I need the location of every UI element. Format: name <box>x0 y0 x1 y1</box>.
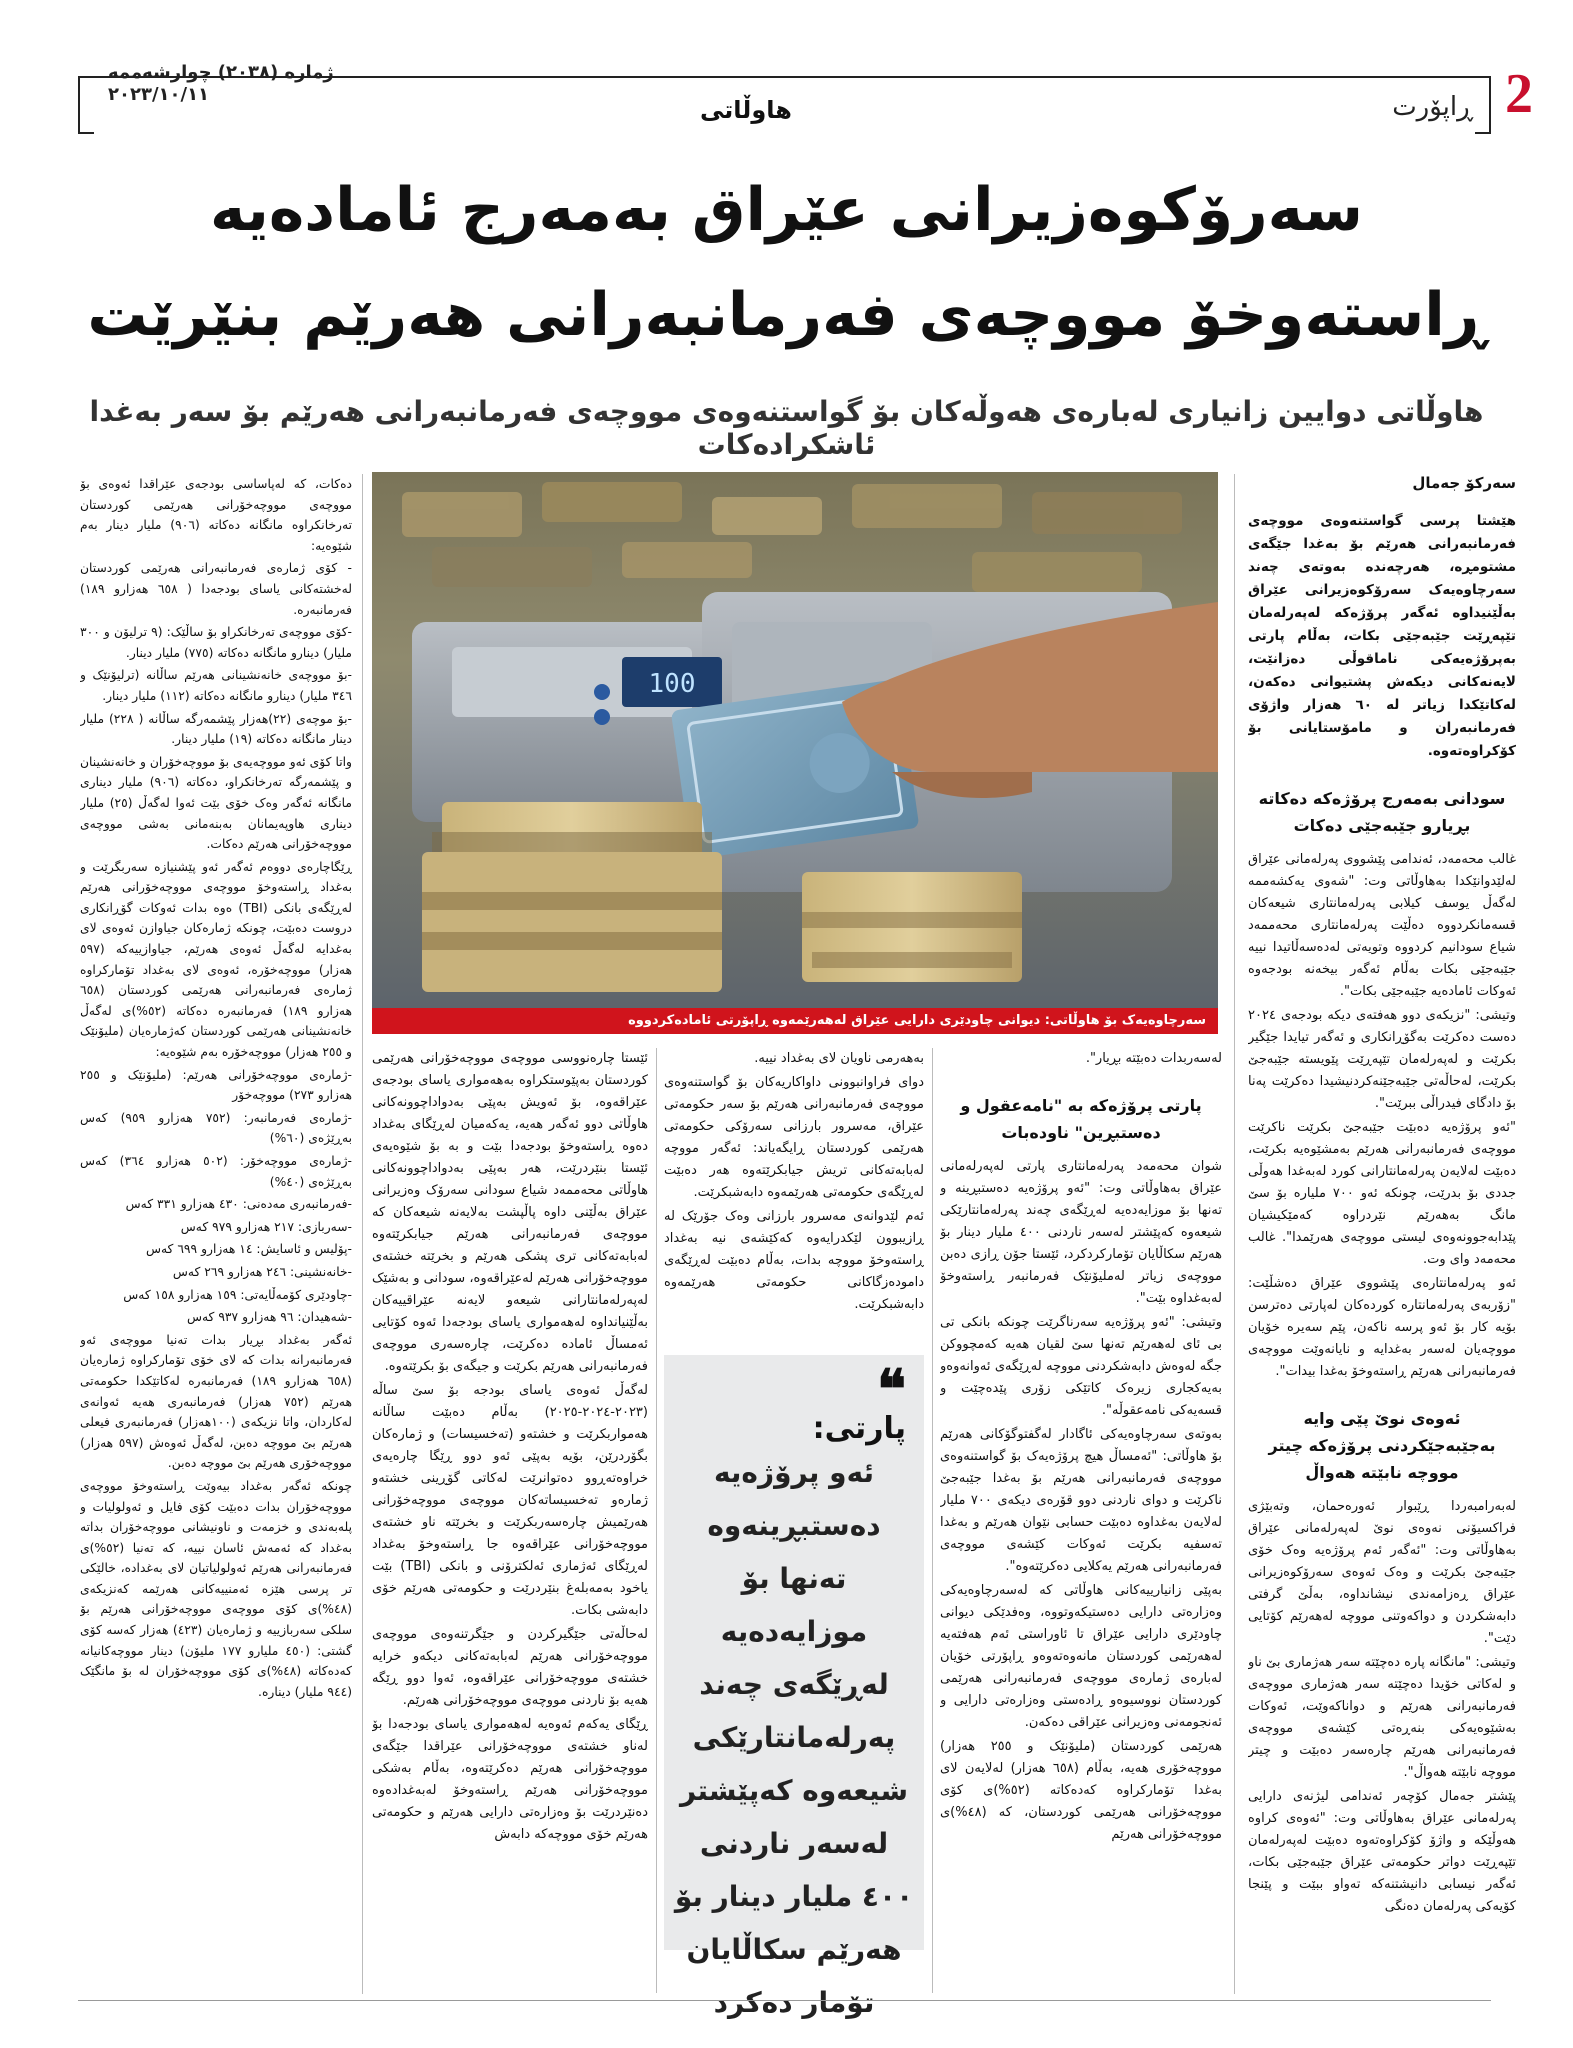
column-divider <box>362 474 363 1994</box>
stat-line: -فەرمانبەری مەدەنی: ٤٣٠ هەزارو ٣٣١ کەس <box>125 1197 352 1212</box>
article-paragraph: لەسەربدات دەبێتە بڕیار". <box>1085 1051 1222 1066</box>
article-paragraph: لەگەڵ ئەوەی یاسای بودجە بۆ سێ ساڵە (٢٠٢٣-٢٠٢٤-٢٠٢٥) بەڵام دەبێت ساڵانە هەمواربکرێت و خشتەو (تەخسیسات) و ژمارەکان بگۆردرێن، بۆیە بەپێی ئەو دوو ڕێگا چارەیەی خراوەتەڕوو دەتوانرێت لەکاتی گۆڕینی خشتەو ژمارەو تەخسیساتەکان مووچەی مووچەخۆرانی هەرێمیش چارەسەربکرێت و بخرێتە ناو خشتەی مووچەخۆرانی عێراقەوە جا ڕاستەوخۆ بەغداد لەڕێگای ئەژماری ئەلکترۆنی و بانکی (TBI) بێت یاخود بەمەبلەغ بنێردرێت و حکومەتی هەرێم خۆی دابەشی بکات. <box>372 1383 648 1618</box>
pull-quote-label: پارتی: <box>812 1411 906 1446</box>
headline-line-1: سەرۆکوەزیرانی عێراق بەمەرج ئامادەیە <box>209 175 1364 245</box>
column-1 <box>1248 474 1516 1994</box>
article-paragraph: وتیشی: "مانگانە پارە دەچێتە سەر هەژماری بێ ناو و لەکاتی خۆیدا دەچێتە سەر هەژماری مووچەی فەرمانبەرانی هەرێم و دواناکەوێت، ئەوکات بەشێوەیەکی بنەڕەتی کێشەی مووچەی فەرمانبەرانی هەرێم چارەسەر دەبێت و چیتر مووچە نابێتە هەواڵ". <box>1248 1655 1516 1780</box>
article-paragraph: چونکە ئەگەر بەغداد بیەوێت ڕاستەوخۆ مووچەی مووچەخۆران بدات دەبێت کۆی فایل و ئەولولیات و پلەبەندی و خزمەت و ناونیشانی مووچەخۆران بداتە بەغداد کە ئەمەش ئاسان نییە، کە تەنیا (٥٢%)ی فەرمانبەرانی هەرێم ئەولولیاتیان لای بەغدادە، خالێکی تر پرسی هێزە ئەمنییەکانی هەرێمە کەنزیکەی (٤٨%)ی کۆی مووچەی مووچەخۆرانی هەرێم بۆ سلکی سەربازییە و ژمارەیان (٤٢٣) هەزار کەسە کۆی گشتی: (٤٥٠ ملیارو ١٧٧ ملیۆن) دینار مووچەکانیانە کەدەکاتە (٤٨%)ی کۆی مووچەخۆران لە بۆ مانگێک (٩٤٤ ملیار) دینارە. <box>80 1478 352 1699</box>
stat-line: -ژمارەی مووچەخۆر: (٥٠٢ هەزارو ٣٦٤) کەس بەڕێژەی (٤٠%) <box>80 1154 352 1189</box>
money-counter-photo <box>372 472 1218 1008</box>
article-paragraph: ڕێگاچارەی دووەم ئەگەر ئەو پێشنیازە سەربگرێت و بەغداد ڕاستەوخۆ مووچەی مووچەخۆرانی هەرێم لەڕێگەی بانکی (TBI) ەوە بدات ئەوکات گۆڕانکاری دروست دەبێت، چونکە ژمارەکان جیاوازن ئەوەی لای بەغدایە لەگەڵ ئەوەی هەرێم، جیاوازییەکە (٥٩٧ هەزار) مووچەخۆرە، ئەوەی لای بەغداد تۆمارکراوە ژمارەی فەرمانبەرانی هەرێمی کوردستان (٦٥٨ هەزارو ١٨٩) فەرمانبەرە دەکاتە (٥٢%)ی لەگەڵ خانەنشینانی هەرێمی کوردستان کەژمارەیان (ملیۆنێک و ٢٥٥ هەزار) مووچەخۆرە بەم شێوەیە: <box>80 859 352 1060</box>
stat-line: -خانەنشینی: ٢٤٦ هەزارو ٢٦٩ کەس <box>172 1264 352 1279</box>
article-paragraph: وتیشی: "ئەو پرۆژەیە سەرناگرێت چونکە بانکی تی بی ئای لەهەرێم تەنها سێ لقیان هەیە کەمچووکن جگە لەوەش دابەشکردنی مووچە لەڕێگەی ئەوانەوەو بەیەکجاری زیرەک کاتێکی زۆری پێدەچێت و قسەیەکی نامەعقوڵە". <box>940 1315 1222 1418</box>
money-counter-illustration <box>372 472 1218 1008</box>
stat-line: -سەربازی: ٢١٧ هەزارو ٩٧٩ کەس <box>180 1219 352 1234</box>
article-paragraph: -کۆی مووچەی تەرخانکراو بۆ ساڵێک: (٩ ترلیۆن و ٣٠٠ ملیار) دینارو مانگانە دەکاتە (٧٧٥) ملیار دینار. <box>80 625 352 660</box>
quote-mark-icon: ❝ <box>876 1360 906 1420</box>
column-4 <box>372 1048 648 1993</box>
article-paragraph: واتا کۆی ئەو مووچەیەی بۆ مووچەخۆران و خانەنشینان و پێشمەرگە تەرخانکراو، دەکاتە (٩٠٦) ملیار دیناری مانگانە ئەگەر وەک خۆی بێت ئەوا لەگەڵ (٢٥) ملیار دیناری هاوپەیمانان بەبنەمانی بەشی مووچەی مووچەخۆرانی هەرێم دەکات. <box>80 754 352 852</box>
section-subtitle: سودانی بەمەرج پرۆژەکە دەکاتە بڕیارو جێبەجێی دەکات <box>1258 789 1506 835</box>
article-paragraph: دوای فراوانبوونی داواکاریەکان بۆ گواستنەوەی مووچەی فەرمانبەرانی هەرێم بۆ سەر حکومەتی عێراق، مەسرور بارزانی سەرۆکی حکومەتی هەرێمی کوردستان ڕایگەیاند: ئەگەر مووچە لەبابەتەکانی تریش جیابکرێتەوە هەر دەبێت لەڕێگەی حکومەتی هەرێمەوە دابەشبکرێت. <box>664 1075 924 1200</box>
article-paragraph: شوان محەمەد پەرلەمانتاری پارتی لەپەرلەمانی عێراق بەهاوڵاتی وت: "ئەو پرۆژەیە دەستبڕینە و تەنها بۆ موزایەدەیە لەڕێگەی چەند پەرلەمانتارێکی شیعەوە کەپێشتر لەسەر ناردنی ٤٠٠ ملیار دینار بۆ هەرێم سکاڵایان تۆمارکردکرد، ئێستا جۆن ڕازی دەبن مووچەی زیاتر لەملیۆنێک فەرمانبەر ڕاستەوخۆ لەبەغداوە بێت". <box>940 1159 1222 1306</box>
stat-line: -پۆلیس و ئاسایش: ١٤ هەزارو ٦٩٩ کەس <box>145 1242 352 1257</box>
article-paragraph: -بۆ مووچەی خانەنشینانی هەرێم ساڵانە (ترلیۆنێک و ٣٤٦ ملیار) دینارو مانگانە دەکاتە (١١٢) ملیار دینار. <box>80 668 352 703</box>
article-paragraph: - کۆی ژمارەی فەرمانبەرانی هەرێمی کوردستان لەخشتەکانی یاسای بودجەدا ( ٦٥٨ هەزارو ١٨٩) فەرمانبەرە. <box>80 561 352 617</box>
article-paragraph: ئەم لێدوانەی مەسرور بارزانی وەک جۆرێک لە ڕازیبوون لێکدرایەوە کەکێشەی نیە بەغداد ڕاستەوخۆ مووچە بدات، بەڵام دەبێت لەڕێگەی دامودەزگاکانی حکومەتی هەرێمەوە دابەشبکرێت. <box>664 1209 924 1312</box>
article-paragraph: -بۆ موچەی (٢٢)هەزار پێشمەرگە ساڵانە ( ٢٢٨) ملیار دینار مانگانە دەکاتە (١٩) ملیار دینار. <box>80 711 352 747</box>
footer-rule <box>78 2000 1491 2001</box>
header-bracket-left <box>78 76 94 134</box>
column-divider <box>656 1048 657 1993</box>
stat-line: -ژمارەی فەرمانبەر: (٧٥٢ هەزارو ٩٥٩) کەس بەڕێژەی (٦٠%) <box>80 1110 352 1146</box>
pull-quote-box <box>664 1355 924 2019</box>
column-3 <box>664 1048 924 1348</box>
column-divider <box>1234 474 1235 1994</box>
article-paragraph: لەبەرامبەردا ڕێبوار ئەورەحمان، وتەبێژی فراکسیۆنی نەوەی نوێ لەپەرلەمانی عێراق بەهاوڵاتی وت: "ئەگەر ئەم پرۆژەیە وەک خۆی جێبەجێ بکرێت و وەک ئەوەی سەرۆکوەزیرانی عێراق ڕەزامەندی نیشانداوە، بەڵێ گرفتی دابەشکردن و دواکەوتنی مووچە لەهەرێم کۆتایی دێت". <box>1248 1499 1516 1646</box>
stat-line: -ژمارەی مووچەخۆرانی هەرێم: (ملیۆنێک و ٢٥٥ هەزارو ٢٧٣) مووچەخۆر <box>80 1067 352 1103</box>
pull-quote-text: ئەو پرۆژەیە دەستبڕینەوە تەنها بۆ موزایەدەیە لەڕێگەی چەند پەرلەمانتارێکی شیعەوە کەپێشتر لەسەر ناردنی ٤٠٠ ملیار دینار بۆ هەرێم سکاڵایان تۆمار دەکرد <box>674 1456 914 2019</box>
lead-paragraph: هێشتا پرسی گواستنەوەی مووچەی فەرمانبەرانی هەرێم بۆ بەغدا جێگەی مشتومڕە، هەرچەندە بەوتەی چەند سەرچاوەیەک سەرۆکوەزیرانی عێراق بەڵێنیداوە ئەگەر پرۆژەکە لەپەرلەمان تێپەڕێت جێبەجێی بکات، بەڵام پارتی بەپرۆژەیەکی ناماقوڵی دەزانێت، لایەنەکانی دیکەش پشتیوانی دەکەن، لەکاتێکدا زیاتر لە ٦٠ هەزار واژۆی فەرمانبەران و مامۆستایانی بۆ کۆکراوەتەوە. <box>1248 513 1516 759</box>
issue-date: ٢٠٢٣/١٠/١١ <box>108 84 210 105</box>
stat-line: -چاودێری کۆمەڵایەتی: ١٥٩ هەزارو ١٥٨ کەس <box>123 1287 352 1302</box>
article-paragraph: پێشتر جەمال کۆچەر ئەندامی لیژنەی دارایی پەرلەمانی عێراق بەهاوڵاتی وت: "ئەوەی کراوە هەوڵێکە و واژۆ کۆکراوەتەوە دەبێت لەپەرلەمان تێپەڕێت دواتر حکومەتی عێراق جێبەجێی بکات، ئەگەر نیسابی دانیشتنەکە تەواو ببێت و پێنجا کۆیەکی پەرلەمان دەنگی <box>1248 1789 1516 1914</box>
article-paragraph: غالب محەمەد، ئەندامی پێشووی پەرلەمانی عێراق لەلێدوانێکدا بەهاوڵاتی وت: "شەوی یەکشەممە لەگەڵ یوسف کیلابی پەرلەمانتاری شیعەکان قسەمانکردووە دەڵێت پەرلەمانتاری محەممەد شیاع سودانیم کردووە وتویەتی لەدەسەڵاتیدا نییە جێبەجێی بکات بەڵام ئەگەر بیخەنە بودجەوە ئەوکات ئامادەیە جێبەجێی بکات". <box>1248 852 1516 999</box>
article-paragraph: وتیشی: "نزیکەی دوو هەفتەی دیکە بودجەی ٢٠٢٤ دەست دەکرێت بەگۆڕانکاری و ئەگەر تیایدا جێگیر بکرێت و لەپەرلەمان تێپەڕێت پێویستە جێبەجێ بکرێت، لەحاڵەتی جێبەجێنەکردنیشیدا دەکرێت پەنا بۆ دادگای فیدراڵی ببرێت". <box>1248 1008 1516 1111</box>
article-paragraph: بەپێی زانیارییەکانی هاوڵاتی کە لەسەرچاوەیەکی وەزارەتی دارایی دەستیکەوتووە، وەفدێکی دیوانی چاودێری دارایی عێراق تا ئاوراستی ئەم هەفتەیە لەهەرێمی کوردستان مانەوەتەوەو ڕاپۆرتی خۆیان لەبارەی ژمارەی مووچەی فەرمانبەرانی هەرێمی کوردستان نووسیوەو ڕادەستی وەزارەتی دارایی و ئەنجومەنی وەزیرانی عێراقی دەکەن. <box>940 1583 1222 1730</box>
section-subtitle: ئەوەی نوێ پێی وایە بەجێبەجێکردنی پرۆژەکە چیتر مووچە نابێتە هەواڵ <box>1268 1409 1496 1482</box>
photo-caption: سەرچاوەیەک بۆ هاوڵاتی: دیوانی چاودێری دارایی عێراق لەهەرێمەوە ڕاپۆرتی ئامادەکردووە <box>372 1008 1218 1034</box>
article-paragraph: هەرێمی کوردستان (ملیۆنێک و ٢٥٥ هەزار) مووچەخۆری هەیە، بەڵام (٦٥٨ هەزار) لەلایەن لای بەغدا تۆمارکراوە کەدەکاتە (٥٢%)ی کۆی مووچەخۆرانی هەرێمی کوردستان، کە (٤٨%)ی مووچەخۆرانی هەرێم <box>940 1739 1222 1842</box>
article-paragraph: بەهەرمی ناویان لای بەغداد نییە. <box>754 1051 924 1066</box>
article-paragraph: لەحاڵەتی جێگیرکردن و جێگرتنەوەی مووچەی مووچەخۆرانی هەرێم لەبابەتەکانی دیکەو خرایە خشتەی مووچەخۆرانی عێراقەوە، ئەوا دوو ڕێگە هەیە بۆ ناردنی مووچەی مووچەخۆرانی هەرێم. <box>372 1627 648 1708</box>
article-paragraph: ئێستا چارەنووسی مووچەی مووچەخۆرانی هەرێمی کوردستان بەپێوستکراوە بەهەمواری یاسای بودجەی عێراقەوە، بۆ ئەویش بەپێی بەدواداچوونەکانی هاوڵاتی دوو ئەگەر هەیە، یەکەمیان لەڕێگای بەغداد دەوە ڕاستەوخۆ بودجەدا بێت و بە بۆ شێوەیەی ئێستا بنێردرێت، هەر بەپێی بەدواداچوونەکانی هاوڵاتی محەممەد شیاع سودانی سەرۆک وەزیرانی عێراق بەڵێنی داوە پاڵپشت بەلایەنە شیعەکان کە مووچەی فەرمانبەرانی هەرێم جیابکرێتەوە لەبابەتەکانی تری پشکی هەرێم و بخرێتە خشتەی مووچەخۆرانی هەرێم لەعێراقەوە، سودانی و بەشێک لەپەرلەمانتارانی شیعەو لایەنە عێراقییەکان بەڵێنیانداوە لەهەمواری یاسای بودجەدا ئەوە کۆتایی ئەمساڵ ئامادە دەکرێت، چارەسەری مووچەی فەرمانبەرانی هەرێم بکرێت و جیگەی بۆ بکرێتەوە. <box>372 1051 648 1374</box>
stat-line: -شەهیدان: ٩٦ هەزارو ٩٣٧ کەس <box>186 1310 352 1325</box>
headline-line-2: ڕاستەوخۆ مووچەی فەرمانبەرانی هەرێم بنێرێت <box>87 280 1486 350</box>
article-paragraph: ئەگەر بەغداد بڕیار بدات تەنیا مووچەی ئەو فەرمانبەرانە بدات کە لای خۆی تۆمارکراوە ژمارەیان (٦٥٨ هەزارو ١٨٩) فەرمانبەرە لەکاتێکدا حکومەتی هەرێم (٧٥٢ هەزار) فەرمانبەری هەیە ئەوانەی لەکاردان، واتا نزیکەی (١٠٠هەزار) فەرمانبەری فیعلی هەرێم بێ مووچە دەبن، لەگەڵ ئەوەش (٥٩٧ هەزار) مووچەخۆری هەرێم بێ مووچە دەبن. <box>80 1332 352 1471</box>
column-5 <box>80 474 352 1994</box>
header-bracket-right <box>1475 76 1491 134</box>
article-paragraph: دەکات، کە لەپاساسی بودجەی عێراقدا ئەوەی بۆ مووچەی مووچەخۆرانی هەرێمی کوردستان تەرخانکراوە مانگانە دەکاتە (٩٠٦) ملیار دینار بەم شێوەیە: <box>80 477 352 553</box>
article-paragraph: ڕێگای یەکەم ئەوەیە لەهەمواری یاسای بودجەدا بۆ لەناو خشتەی مووچەخۆرانی عێراقدا جێگەی مووچەخۆرانی هەرێم دەکرێتەوە، بەڵام بەشکی مووچەخۆرانی هەرێم ڕاستەوخۆ لەبەغدادەوە دەنێردرێت بۆ وەزارەتی دارایی هەرێم و حکومەتی هەرێم خۆی مووچەکە دابەش <box>372 1717 648 1842</box>
issue-number: ژمارە (٢٠٣٨) چوارشەممە <box>108 62 334 83</box>
author-byline: سەرکۆ جەمال <box>1412 474 1516 492</box>
article-paragraph: ئەو پەرلەمانتارەی پێشووی عێراق دەشڵێت: "زۆربەی پەرلەمانتارە کوردەکان لەپارتی دەترسن بۆیە کار بۆ ئەو پرسە ناکەن، پێم سەیرە خۆیان مووچەیان لەسەر بەغدایە و نایانەوێت مووچەی فەرمانبەرانی هەرێم ڕاستەوخۆ بەغدا بیدات". <box>1248 1276 1516 1379</box>
column-divider <box>932 1048 933 1993</box>
subheadline: هاوڵاتی دوایین زانیاری لەبارەی هەوڵەکان بۆ گواستنەوەی مووچەی فەرمانبەرانی هەرێم بۆ سەر بەغدا ئاشکرادەکات <box>89 395 1484 461</box>
article-paragraph: بەوتەی سەرچاوەیەکی ئاگادار لەگفتوگۆکانی هەرێم بۆ هاوڵاتی: "ئەمساڵ هیچ پرۆژەیەک بۆ گواستنەوەی مووچەی فەرمانبەرانی هەرێم بۆ بەغدا جێبەجێ ناکرێت و دوای ناردنی دوو قۆرەی دیکەی ٧٠٠ ملیار لەلایەن بەغداوە دەبێت حسابی نێوان هەرێم و بەغدا تەسفیە بکرێت ئەوکات کێشەی مووچەی فەرمانبەرانی هەرێم یەکلایی دەکرێتەوە". <box>940 1427 1222 1574</box>
section-subtitle: پارتی پرۆژەکە بە "نامەعقول و دەستبڕین" ناودەبات <box>960 1096 1202 1142</box>
page-number: 2 <box>1505 63 1533 125</box>
section-label: ڕاپۆرت <box>1392 92 1473 122</box>
newspaper-logo: هاوڵاتی <box>700 96 792 124</box>
counter-display: 100 <box>648 669 696 699</box>
article-paragraph: "ئەو پرۆژەیە دەبێت جێبەجێ بکرێت ناکرێت مووچەی فەرمانبەرانی هەرێم بەمشێوەیە بکرێت، دەبێت لەلایەن پەرلەمانتارانی کورد لەبەغدا هەوڵی جددی بۆ بدرێت، چونکە ئەو ٧٠٠ ملیارە بۆ سێ مانگ بەهەرێم نێردراوە کەمێکیشیان پێدابەجوونەوەی لیستی مووچەی هەرێمدا". غالب محەمەد وای وت. <box>1248 1120 1516 1267</box>
column-2 <box>940 1048 1222 1993</box>
